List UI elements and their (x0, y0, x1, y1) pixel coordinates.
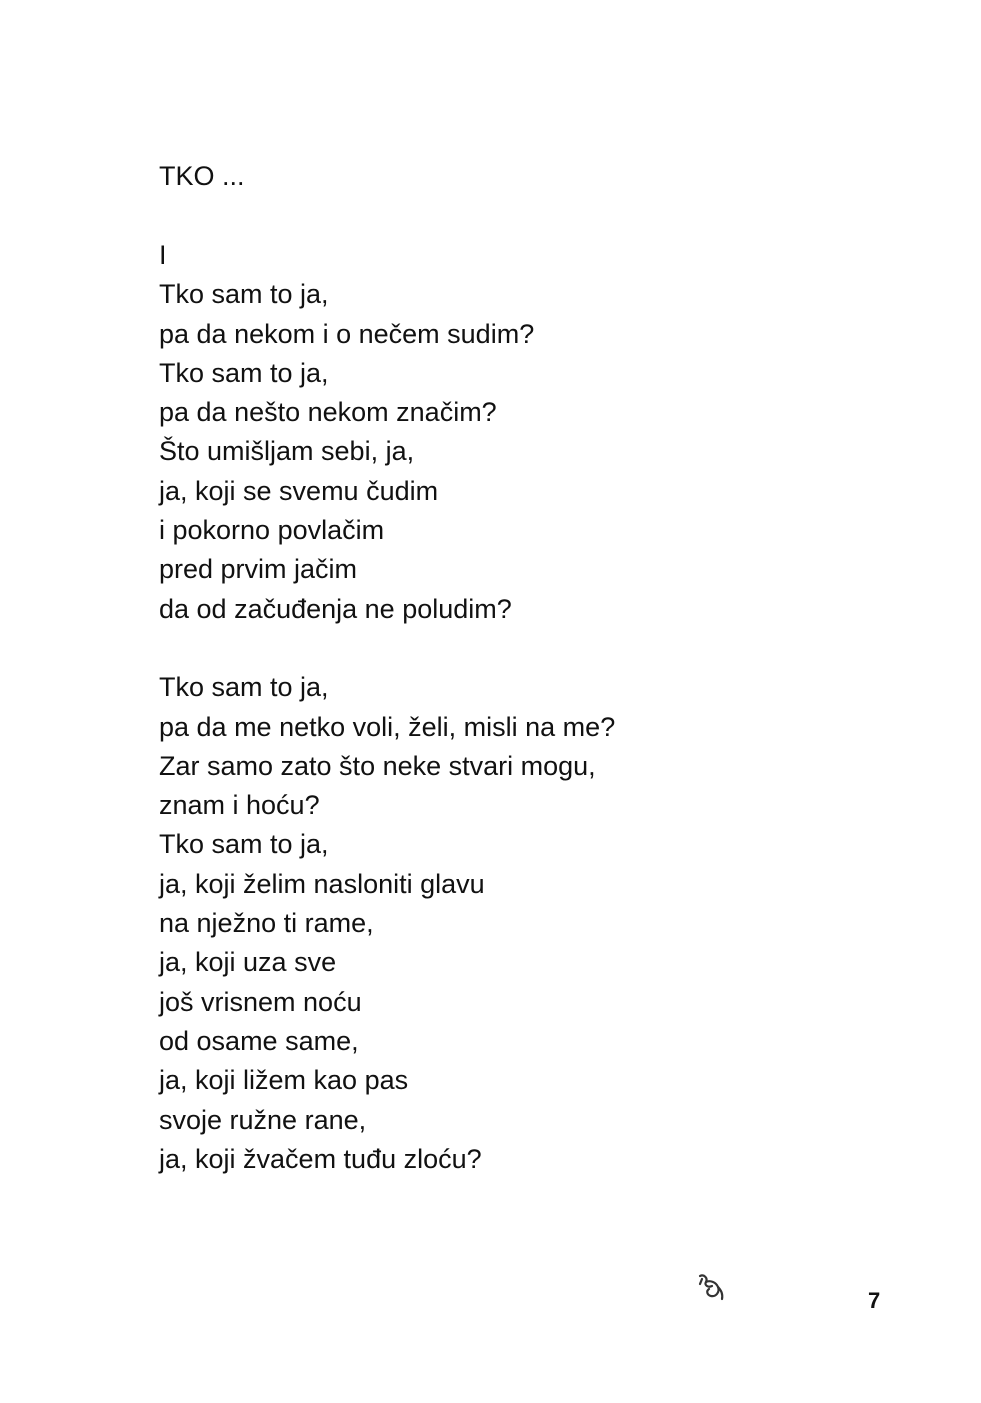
poem-line: ja, koji se svemu čudim (159, 475, 439, 506)
page-number: 7 (868, 1288, 881, 1313)
poem-line: pa da nešto nekom značim? (159, 397, 497, 428)
poem-body (159, 236, 879, 1179)
section-numeral: I (159, 240, 167, 270)
poem-line: Zar samo zato što neke stvari mogu, (159, 750, 596, 781)
poem-line: pa da me netko voli, želi, misli na me? (159, 711, 616, 742)
poem-line: Što umišljam sebi, ja, (159, 436, 415, 467)
poem-line: ja, koji uza sve (159, 947, 337, 978)
poem-line: Tko sam to ja, (159, 672, 329, 703)
poem-line: Tko sam to ja, (159, 279, 329, 310)
stanza-gap (159, 629, 879, 668)
poem-line: ja, koji ližem kao pas (159, 1065, 409, 1096)
stanza-2 (159, 668, 879, 1179)
leaf-ornament-icon (694, 1270, 728, 1304)
poem-line: i pokorno povlačim (159, 515, 385, 546)
poem-line: da od začuđenja ne poludim? (159, 593, 512, 624)
poem-line: ja, koji želim nasloniti glavu (159, 868, 485, 899)
poem-line: Tko sam to ja, (159, 357, 329, 388)
stanza-1 (159, 275, 879, 629)
poem-title: TKO ... (159, 161, 245, 191)
poem-line: još vrisnem noću (159, 986, 362, 1017)
poem-line: znam i hoću? (159, 790, 320, 821)
poem-line: na nježno ti rame, (159, 908, 374, 939)
poem-line: svoje ružne rane, (159, 1104, 367, 1135)
poem-line: Tko sam to ja, (159, 829, 329, 860)
poem-line: ja, koji žvačem tuđu zloću? (159, 1143, 482, 1174)
poem-line: pred prvim jačim (159, 554, 358, 585)
poem-line: pa da nekom i o nečem sudim? (159, 318, 535, 349)
poem-line: od osame same, (159, 1025, 359, 1056)
